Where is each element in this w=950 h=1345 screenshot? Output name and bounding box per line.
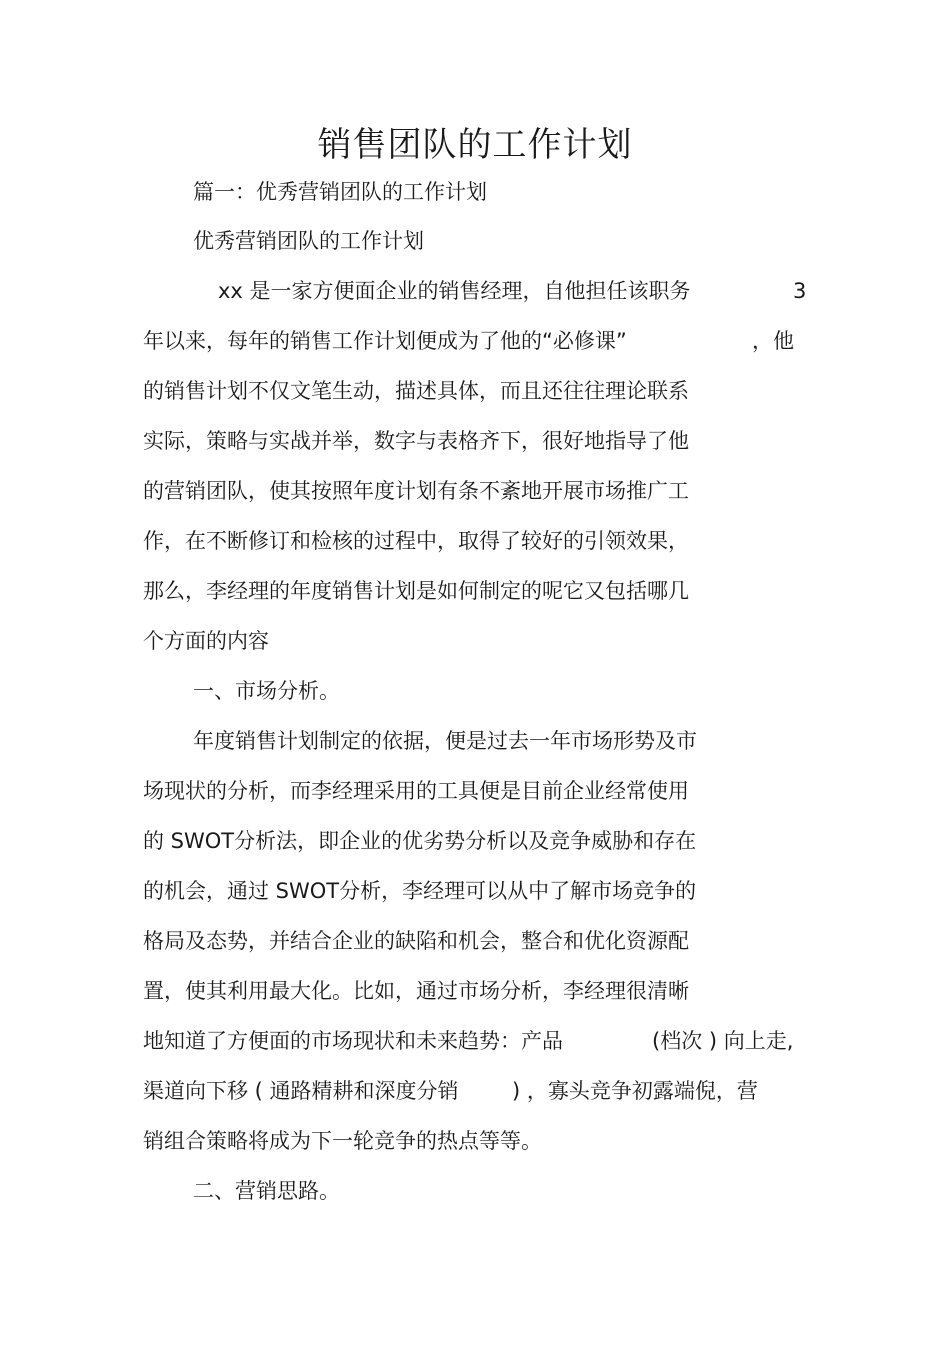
section-heading: 优秀营销团队的工作计划 (193, 229, 424, 253)
paragraph-line-tail: ) ，寡头竞争初露端倪，营 (512, 1079, 758, 1103)
paragraph-line-number: 3 (793, 279, 807, 303)
paragraph-line: 的销售计划不仅文笔生动，描述具体，而且还往往理论联系 (143, 379, 689, 403)
subtitle: 篇一：优秀营销团队的工作计划 (193, 180, 487, 204)
paragraph-line: xx 是一家方便面企业的销售经理，自他担任该职务 (218, 279, 691, 303)
section-1-heading: 一、市场分析。 (193, 679, 340, 703)
paragraph-line: 那么，李经理的年度销售计划是如何制定的呢它又包括哪几 (143, 579, 689, 603)
paragraph-line: 的营销团队，使其按照年度计划有条不紊地开展市场推广工 (143, 479, 689, 503)
document-title: 销售团队的工作计划 (317, 125, 633, 165)
paragraph-line: 地知道了方便面的市场现状和未来趋势：产品 (143, 1029, 563, 1053)
paragraph-line: 的 SWOT分析法，即企业的优劣势分析以及竞争威胁和存在 (143, 829, 697, 853)
paragraph-line: 格局及态势，并结合企业的缺陷和机会，整合和优化资源配 (143, 929, 689, 953)
paragraph-line: 作，在不断修订和检核的过程中，取得了较好的引领效果， (143, 529, 689, 553)
section-2-heading: 二、营销思路。 (193, 1179, 340, 1203)
paragraph-line: 场现状的分析，而李经理采用的工具便是目前企业经常使用 (143, 779, 689, 803)
paragraph-line: 置，使其利用最大化。比如，通过市场分析，李经理很清晰 (143, 979, 689, 1003)
paragraph-line-tail: (档次 ) 向上走, (652, 1029, 794, 1053)
paragraph-line: 个方面的内容 (143, 629, 269, 653)
paragraph-line: 年以来，每年的销售工作计划便成为了他的“必修课” (143, 329, 627, 353)
paragraph-line: 的机会，通过 SWOT分析，李经理可以从中了解市场竞争的 (143, 879, 697, 903)
paragraph-line: 销组合策略将成为下一轮竞争的热点等等。 (143, 1129, 542, 1153)
paragraph-line: 年度销售计划制定的依据，便是过去一年市场形势及市 (193, 729, 697, 753)
paragraph-line: 渠道向下移 ( 通路精耕和深度分销 (143, 1079, 459, 1103)
paragraph-line: 实际，策略与实战并举，数字与表格齐下，很好地指导了他 (143, 429, 689, 453)
paragraph-line-tail: ，他 (752, 329, 794, 353)
